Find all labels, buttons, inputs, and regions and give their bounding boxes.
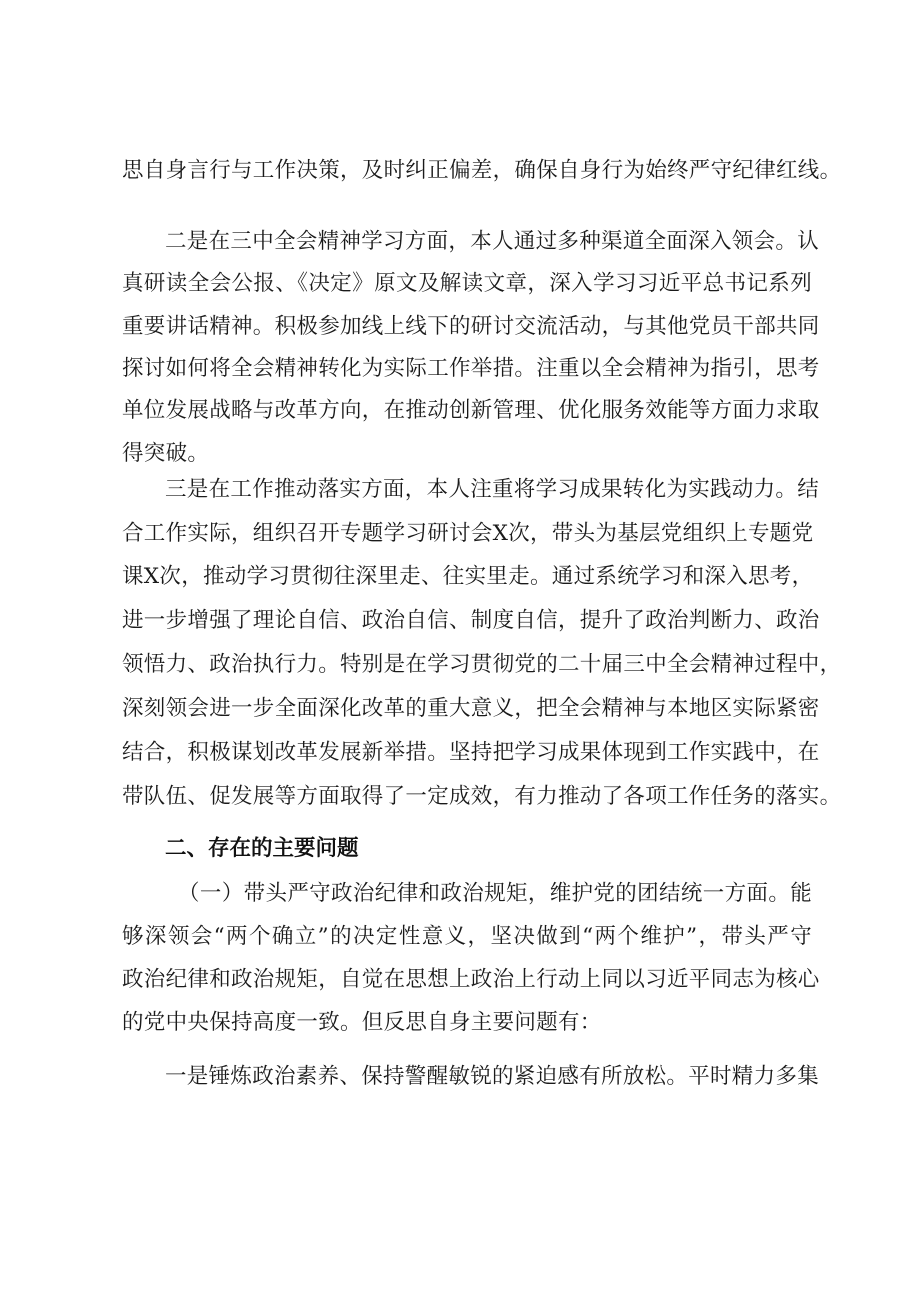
text-line: 得突破。 xyxy=(122,441,210,466)
text-line: 课X次，推动学习贯彻往深里走、往实里走。通过系统学习和深入思考， xyxy=(122,564,814,589)
text-line: 二是在三中全会精神学习方面，本人通过多种渠道全面深入领会。认 xyxy=(165,229,820,254)
text-line: 的党中央保持高度一致。但反思自身主要问题有： xyxy=(122,1010,602,1035)
text-line: 领悟力、政治执行力。特别是在学习贯彻党的二十届三中全会精神过程中， xyxy=(122,652,842,677)
section-heading: 二、存在的主要问题 xyxy=(165,836,359,861)
text-line: 合工作实际，组织召开专题学习研讨会X次，带头为基层党组织上专题党 xyxy=(122,521,814,546)
text-line: 重要讲话精神。积极参加线上线下的研讨交流活动，与其他党员干部共同 xyxy=(122,314,820,339)
text-line: 真研读全会公报、《决定》原文及解读文章，深入学习习近平总书记系列 xyxy=(122,271,812,296)
text-line: 深刻领会进一步全面深化改革的重大意义，把全会精神与本地区实际紧密 xyxy=(122,696,820,721)
text-line: 带队伍、促发展等方面取得了一定成效，有力推动了各项工作任务的落实。 xyxy=(122,784,842,809)
text-line: 政治纪律和政治规矩，自觉在思想上政治上行动上同以习近平同志为核心 xyxy=(122,967,820,992)
text-line: 结合，积极谋划改革发展新举措。坚持把学习成果体现到工作实践中，在 xyxy=(122,740,820,765)
text-line: 够深领会“两个确立”的决定性意义，坚决做到“两个维护”，带头严守 xyxy=(122,924,812,949)
text-line: 单位发展战略与改革方向，在推动创新管理、优化服务效能等方面力求取 xyxy=(122,398,820,423)
text-line: （一）带头严守政治纪律和政治规矩，维护党的团结统一方面。能 xyxy=(178,881,812,906)
text-line: 探讨如何将全会精神转化为实际工作举措。注重以全会精神为指引，思考 xyxy=(122,356,820,381)
text-line: 三是在工作推动落实方面，本人注重将学习成果转化为实践动力。结 xyxy=(165,477,820,502)
text-line: 一是锤炼政治素养、保持警醒敏锐的紧迫感有所放松。平时精力多集 xyxy=(165,1064,820,1089)
text-line: 进一步增强了理论自信、政治自信、制度自信，提升了政治判断力、政治 xyxy=(122,608,820,633)
text-line: 思自身言行与工作决策，及时纠正偏差，确保自身行为始终严守纪律红线。 xyxy=(122,158,842,183)
